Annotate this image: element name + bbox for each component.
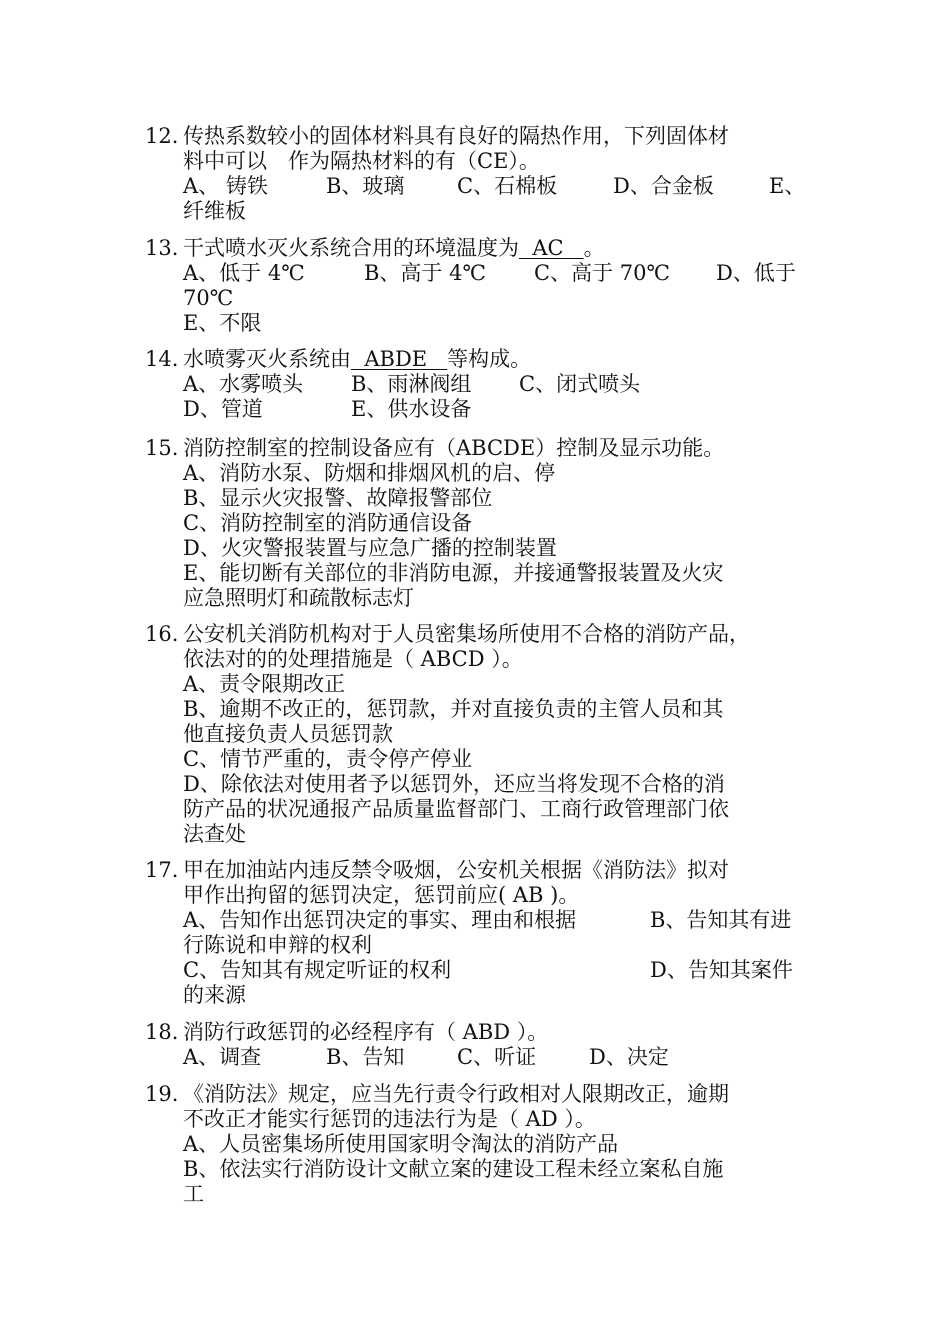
question-text: 消防控制室的控制设备应有（ABCDE）控制及显示功能。 — [183, 436, 725, 460]
question-14 — [145, 347, 825, 422]
option-d-cont: 防产品的状况通报产品质量监督部门、工商行政管理部门依 — [183, 797, 729, 821]
question-text: 《消防法》规定，应当先行责令行政相对人限期改正，逾期 — [183, 1082, 729, 1106]
option-a: A、调查 — [183, 1045, 262, 1069]
option-b-cont: 工 — [183, 1182, 204, 1206]
question-12 — [145, 124, 825, 224]
option-d: D、管道 — [183, 397, 263, 421]
options-row — [145, 174, 825, 199]
options-row — [145, 397, 825, 422]
option-d-cont: 70℃ — [183, 286, 234, 310]
question-text-end: 等构成。 — [447, 347, 532, 371]
option-d: D、告知其案件 — [650, 958, 793, 982]
options-row — [145, 958, 825, 983]
question-number: 14. — [145, 347, 179, 371]
option-a: A、告知作出惩罚决定的事实、理由和根据 — [183, 908, 577, 932]
option-b-cont: 行陈说和申辩的权利 — [183, 933, 372, 957]
option-c: C、闭式喷头 — [519, 372, 641, 396]
option-c: C、情节严重的，责令停产停业 — [183, 747, 473, 771]
question-16 — [145, 622, 825, 847]
option-c: C、高于 70℃ — [534, 261, 670, 285]
option-b-cont: 他直接负责人员惩罚款 — [183, 722, 393, 746]
option-a: A、低于 4℃ — [183, 261, 305, 285]
answer-blank: AC — [519, 236, 584, 260]
question-number: 12. — [145, 124, 179, 148]
question-text: 传热系数较小的固体材料具有良好的隔热作用，下列固体材 — [183, 124, 729, 148]
option-a: A、水雾喷头 — [183, 372, 304, 396]
option-a: A、消防水泵、防烟和排烟风机的启、停 — [183, 461, 556, 485]
question-number: 17. — [145, 858, 179, 882]
option-d: D、除依法对使用者予以惩罚外，还应当将发现不合格的消 — [183, 772, 725, 796]
question-text: 公安机关消防机构对于人员密集场所使用不合格的消防产品， — [183, 622, 750, 646]
question-number: 18. — [145, 1020, 179, 1044]
question-17 — [145, 858, 825, 1008]
option-e-cont: 纤维板 — [183, 199, 246, 223]
option-b: B、显示火灾报警、故障报警部位 — [183, 486, 493, 510]
question-number: 19. — [145, 1082, 179, 1106]
question-15 — [145, 436, 825, 611]
option-b: B、雨淋阀组 — [351, 372, 472, 396]
option-e: E、能切断有关部位的非消防电源，并接通警报装置及火灾 — [183, 561, 724, 585]
answer-blank: ABDE — [351, 347, 448, 371]
option-e: E、不限 — [183, 311, 262, 335]
option-b: B、告知其有进 — [650, 908, 792, 932]
question-text: 干式喷水灭火系统合用的环境温度为 — [183, 236, 519, 260]
option-d: D、火灾警报装置与应急广播的控制装置 — [183, 536, 557, 560]
question-text: 不改正才能实行惩罚的违法行为是（ AD ）。 — [183, 1107, 596, 1131]
question-number: 13. — [145, 236, 179, 260]
question-19 — [145, 1082, 825, 1207]
question-text: 甲作出拘留的惩罚决定，惩罚前应( AB )。 — [183, 883, 580, 907]
option-d-cont: 的来源 — [183, 983, 246, 1007]
question-text: 甲在加油站内违反禁令吸烟，公安机关根据《消防法》拟对 — [183, 858, 729, 882]
question-text: 依法对的的处理措施是（ ABCD ）。 — [183, 647, 523, 671]
option-b: B、逾期不改正的，惩罚款，并对直接负责的主管人员和其 — [183, 697, 724, 721]
option-b: B、依法实行消防设计文献立案的建设工程未经立案私自施 — [183, 1157, 724, 1181]
option-e-cont: 应急照明灯和疏散标志灯 — [183, 586, 414, 610]
option-c: C、听证 — [457, 1045, 537, 1069]
options-row — [145, 908, 825, 933]
question-number: 16. — [145, 622, 179, 646]
option-d-cont: 法查处 — [183, 822, 246, 846]
option-b: B、高于 4℃ — [364, 261, 486, 285]
options-row — [145, 372, 825, 397]
option-d: D、决定 — [589, 1045, 669, 1069]
options-row — [145, 1045, 825, 1070]
option-a: A、人员密集场所使用国家明令淘汰的消防产品 — [183, 1132, 619, 1156]
question-text: 水喷雾灭火系统由 — [183, 347, 351, 371]
question-text-end: 。 — [583, 236, 605, 260]
question-text: 料中可以 作为隔热材料的有（CE）。 — [183, 149, 540, 173]
option-c: C、消防控制室的消防通信设备 — [183, 511, 473, 535]
options-row — [145, 261, 825, 286]
option-b: B、玻璃 — [326, 174, 405, 198]
question-18 — [145, 1020, 825, 1070]
question-text: 消防行政惩罚的必经程序有（ ABD ）。 — [183, 1020, 549, 1044]
option-c: C、石棉板 — [457, 174, 558, 198]
option-e: E、供水设备 — [351, 397, 472, 421]
option-b: B、告知 — [326, 1045, 405, 1069]
question-number: 15. — [145, 436, 179, 460]
option-c: C、告知其有规定听证的权利 — [183, 958, 452, 982]
option-a: A、 铸铁 — [183, 174, 268, 198]
option-d: D、合金板 — [613, 174, 714, 198]
option-d: D、低于 — [716, 261, 796, 285]
question-13 — [145, 236, 825, 336]
option-a: A、责令限期改正 — [183, 672, 346, 696]
option-e: E、 — [769, 174, 806, 198]
